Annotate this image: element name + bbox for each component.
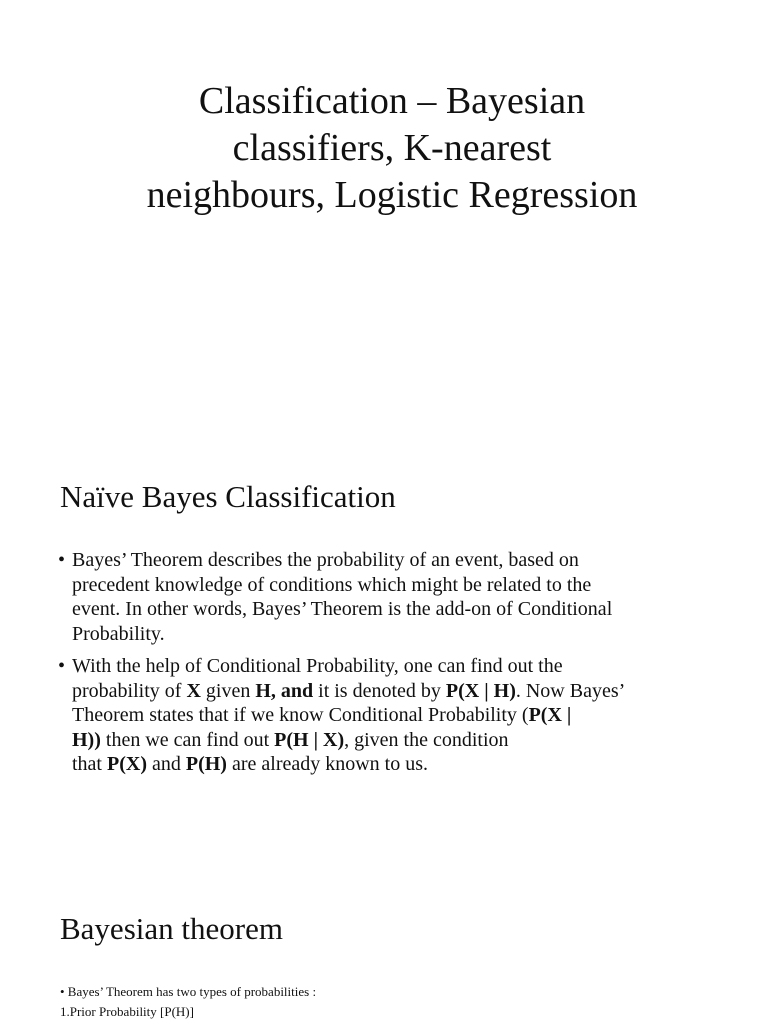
bullet-line xyxy=(72,728,720,753)
slide-heading: Naïve Bayes Classification xyxy=(60,479,396,514)
bullet-line xyxy=(72,703,720,728)
text-run: . Now Bayes’ xyxy=(515,679,626,702)
bold-term: X xyxy=(186,679,201,702)
title-line: Classification – Bayesian xyxy=(198,80,586,122)
text-run: given xyxy=(200,679,256,702)
bold-term: P(X | xyxy=(528,704,572,726)
bold-term: H)) xyxy=(72,728,101,751)
bullet-line: precedent knowledge of conditions which might be related to the xyxy=(72,573,592,596)
bullet-item xyxy=(60,548,720,646)
text-run: are already known to us. xyxy=(226,753,429,775)
text-run: that xyxy=(72,753,107,775)
bold-term: P(X | H) xyxy=(445,679,516,702)
text-run: , given the condition xyxy=(344,728,509,751)
text-run: then we can find out xyxy=(100,728,275,751)
text-run: it is denoted by xyxy=(313,679,446,702)
bold-term: H, and xyxy=(255,679,314,702)
text-run: probability of xyxy=(72,679,187,702)
bullet-line: • Bayes’ Theorem describes the probability of an event, based on xyxy=(72,549,579,571)
bullet-list xyxy=(60,548,720,785)
bullet-item xyxy=(60,654,720,777)
bullet-line xyxy=(72,679,720,704)
bold-term: P(H | X) xyxy=(274,728,345,751)
text-run: Theorem states that if we know Conditional Probability ( xyxy=(72,704,529,726)
title-slide xyxy=(0,0,768,410)
numbered-item: 1.Prior Probability [P(H)] xyxy=(60,1004,194,1019)
bold-term: P(X) xyxy=(107,753,147,775)
slide-heading: Bayesian theorem xyxy=(60,911,283,946)
text-run: and xyxy=(146,753,186,775)
bullet-line xyxy=(72,752,720,777)
bayesian-theorem-slide xyxy=(0,840,768,1024)
naive-bayes-slide xyxy=(0,410,768,840)
title-line: neighbours, Logistic Regression xyxy=(146,174,638,216)
bullet-line: • With the help of Conditional Probability, one can find out the xyxy=(72,655,563,677)
bold-term: P(H) xyxy=(185,753,227,775)
bullet-line: event. In other words, Bayes’ Theorem is the add-on of Conditional xyxy=(72,598,613,620)
title-line: classifiers, K-nearest xyxy=(232,127,552,169)
bullet-line: Probability. xyxy=(72,622,165,645)
slide-title xyxy=(60,78,724,219)
small-bullet: • Bayes’ Theorem has two types of probabilities : xyxy=(60,984,317,999)
